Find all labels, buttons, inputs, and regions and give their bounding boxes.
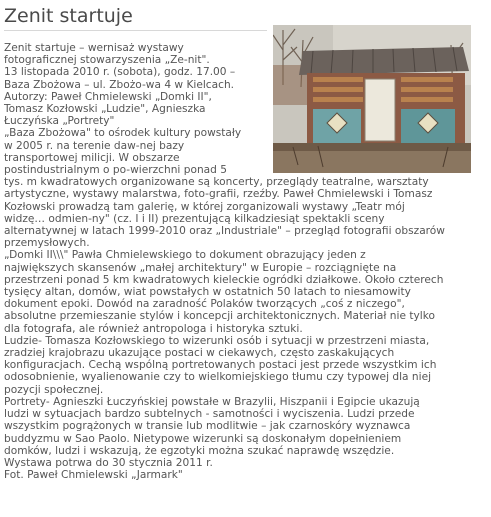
body-line: Wystawa potrwa do 30 stycznia 2011 r. <box>4 456 213 469</box>
body-line: ludzi w sytuacjach bardzo subtelnych - samotności i wyciszenia. Ludzi przede <box>4 408 415 421</box>
body-line: Kozłowski prowadzą tam galerię, w której zorganizowali wystawy „Teatr mój <box>4 200 405 213</box>
body-line: odosobnienie, wyalienowanie czy to wielkomiejskiego tłumu czy typowej dla niej <box>4 371 432 384</box>
body-line: absolutne przemieszanie stylów i koncepcji architektonicznych. Materiał nie tylko <box>4 310 435 323</box>
body-line: wszystkim pogrążonych w transie lub modlitwie – jak czarnoskóry wyznawca <box>4 420 411 433</box>
body-line: przestrzeni ponad 5 km kwadratowych kieleckie ogródki działkowe. Około czterech <box>4 273 444 286</box>
body-line: Portrety- Agnieszki Łuczyńskiej powstałe w Brazylii, Hiszpanii i Egipcie ukazują <box>4 395 420 408</box>
body-line: zradziej krajobrazu ukazujące postaci w ciekawych, często zaskakujących <box>4 347 395 360</box>
article-title: Zenit startuje <box>4 5 133 27</box>
body-line: w 2005 r. na terenie daw-nej bazy <box>4 139 185 152</box>
body-line: widzę… odmien-ny" (cz. I i II) prezentującą kilkadziesiąt spektakli sceny <box>4 212 385 225</box>
body-line: tys. m kwadratowych organizowane są koncerty, przeglądy teatralne, warsztaty <box>4 176 429 189</box>
body-line: 13 listopada 2010 r. (sobota), godz. 17.00 – <box>4 66 236 79</box>
body-line: fotograficznej stowarzyszenia „Ze-nit". <box>4 54 210 67</box>
body-line: postindustrialnym o po-wierzchni ponad 5 <box>4 164 227 177</box>
article-body <box>4 42 484 481</box>
body-line: „Baza Zbożowa" to ośrodek kultury powstały <box>4 127 242 140</box>
body-line: domków, ludzi i wskazują, że egzotyki można szukać naprawdę wszędzie. <box>4 444 395 457</box>
body-line: pozycji społecznej. <box>4 383 104 396</box>
body-line: Ludzie- Tomasza Kozłowskiego to wizerunki osób i sytuacji w przestrzeni miasta, <box>4 334 430 347</box>
body-line: Fot. Paweł Chmielewski „Jarmark" <box>4 469 183 482</box>
body-line: Łuczyńska „Portrety" <box>4 115 115 128</box>
body-line: przemysłowych. <box>4 237 90 250</box>
body-line: Zenit startuje – wernisaż wystawy <box>4 42 184 54</box>
body-line: „Domki II\\\" Pawła Chmielewskiego to dokument obrazujący jeden z <box>4 249 366 262</box>
body-line: transportowej milicji. W obszarze <box>4 151 180 164</box>
body-line: Baza Zbożowa – ul. Zbożo-wa 4 w Kielcach. <box>4 78 235 91</box>
body-line: największych skansenów „małej architektury" w Europie – rozciągnięte na <box>4 261 397 274</box>
title-divider <box>4 30 267 31</box>
body-line: konfiguracjach. Cechą wspólną portretowanych postaci jest przede wszystkim ich <box>4 359 437 372</box>
body-line: dla fotografa, ale również antropologa i historyka sztuki. <box>4 322 303 335</box>
body-line: Tomasz Kozłowski „Ludzie", Agnieszka <box>4 103 206 116</box>
body-line: dokument epoki. Dowód na zaradność Polaków tworzących „coś z niczego", <box>4 298 405 311</box>
body-line: tysięcy altan, domów, wiat powstałych w ostatnich 50 latach to niesamowity <box>4 286 411 299</box>
body-line: buddyzmu w Sao Paolo. Nietypowe wizerunki są doskonałym dopełnieniem <box>4 432 402 445</box>
body-line: Autorzy: Paweł Chmielewski „Domki II", <box>4 90 212 103</box>
body-line: alternatywnej w latach 1999-2010 oraz „Industriale" – przegląd fotografii obszarów <box>4 225 445 238</box>
body-line: artystyczne, wystawy malarstwa, foto-grafii, rzeźby. Paweł Chmielewski i Tomasz <box>4 188 433 201</box>
